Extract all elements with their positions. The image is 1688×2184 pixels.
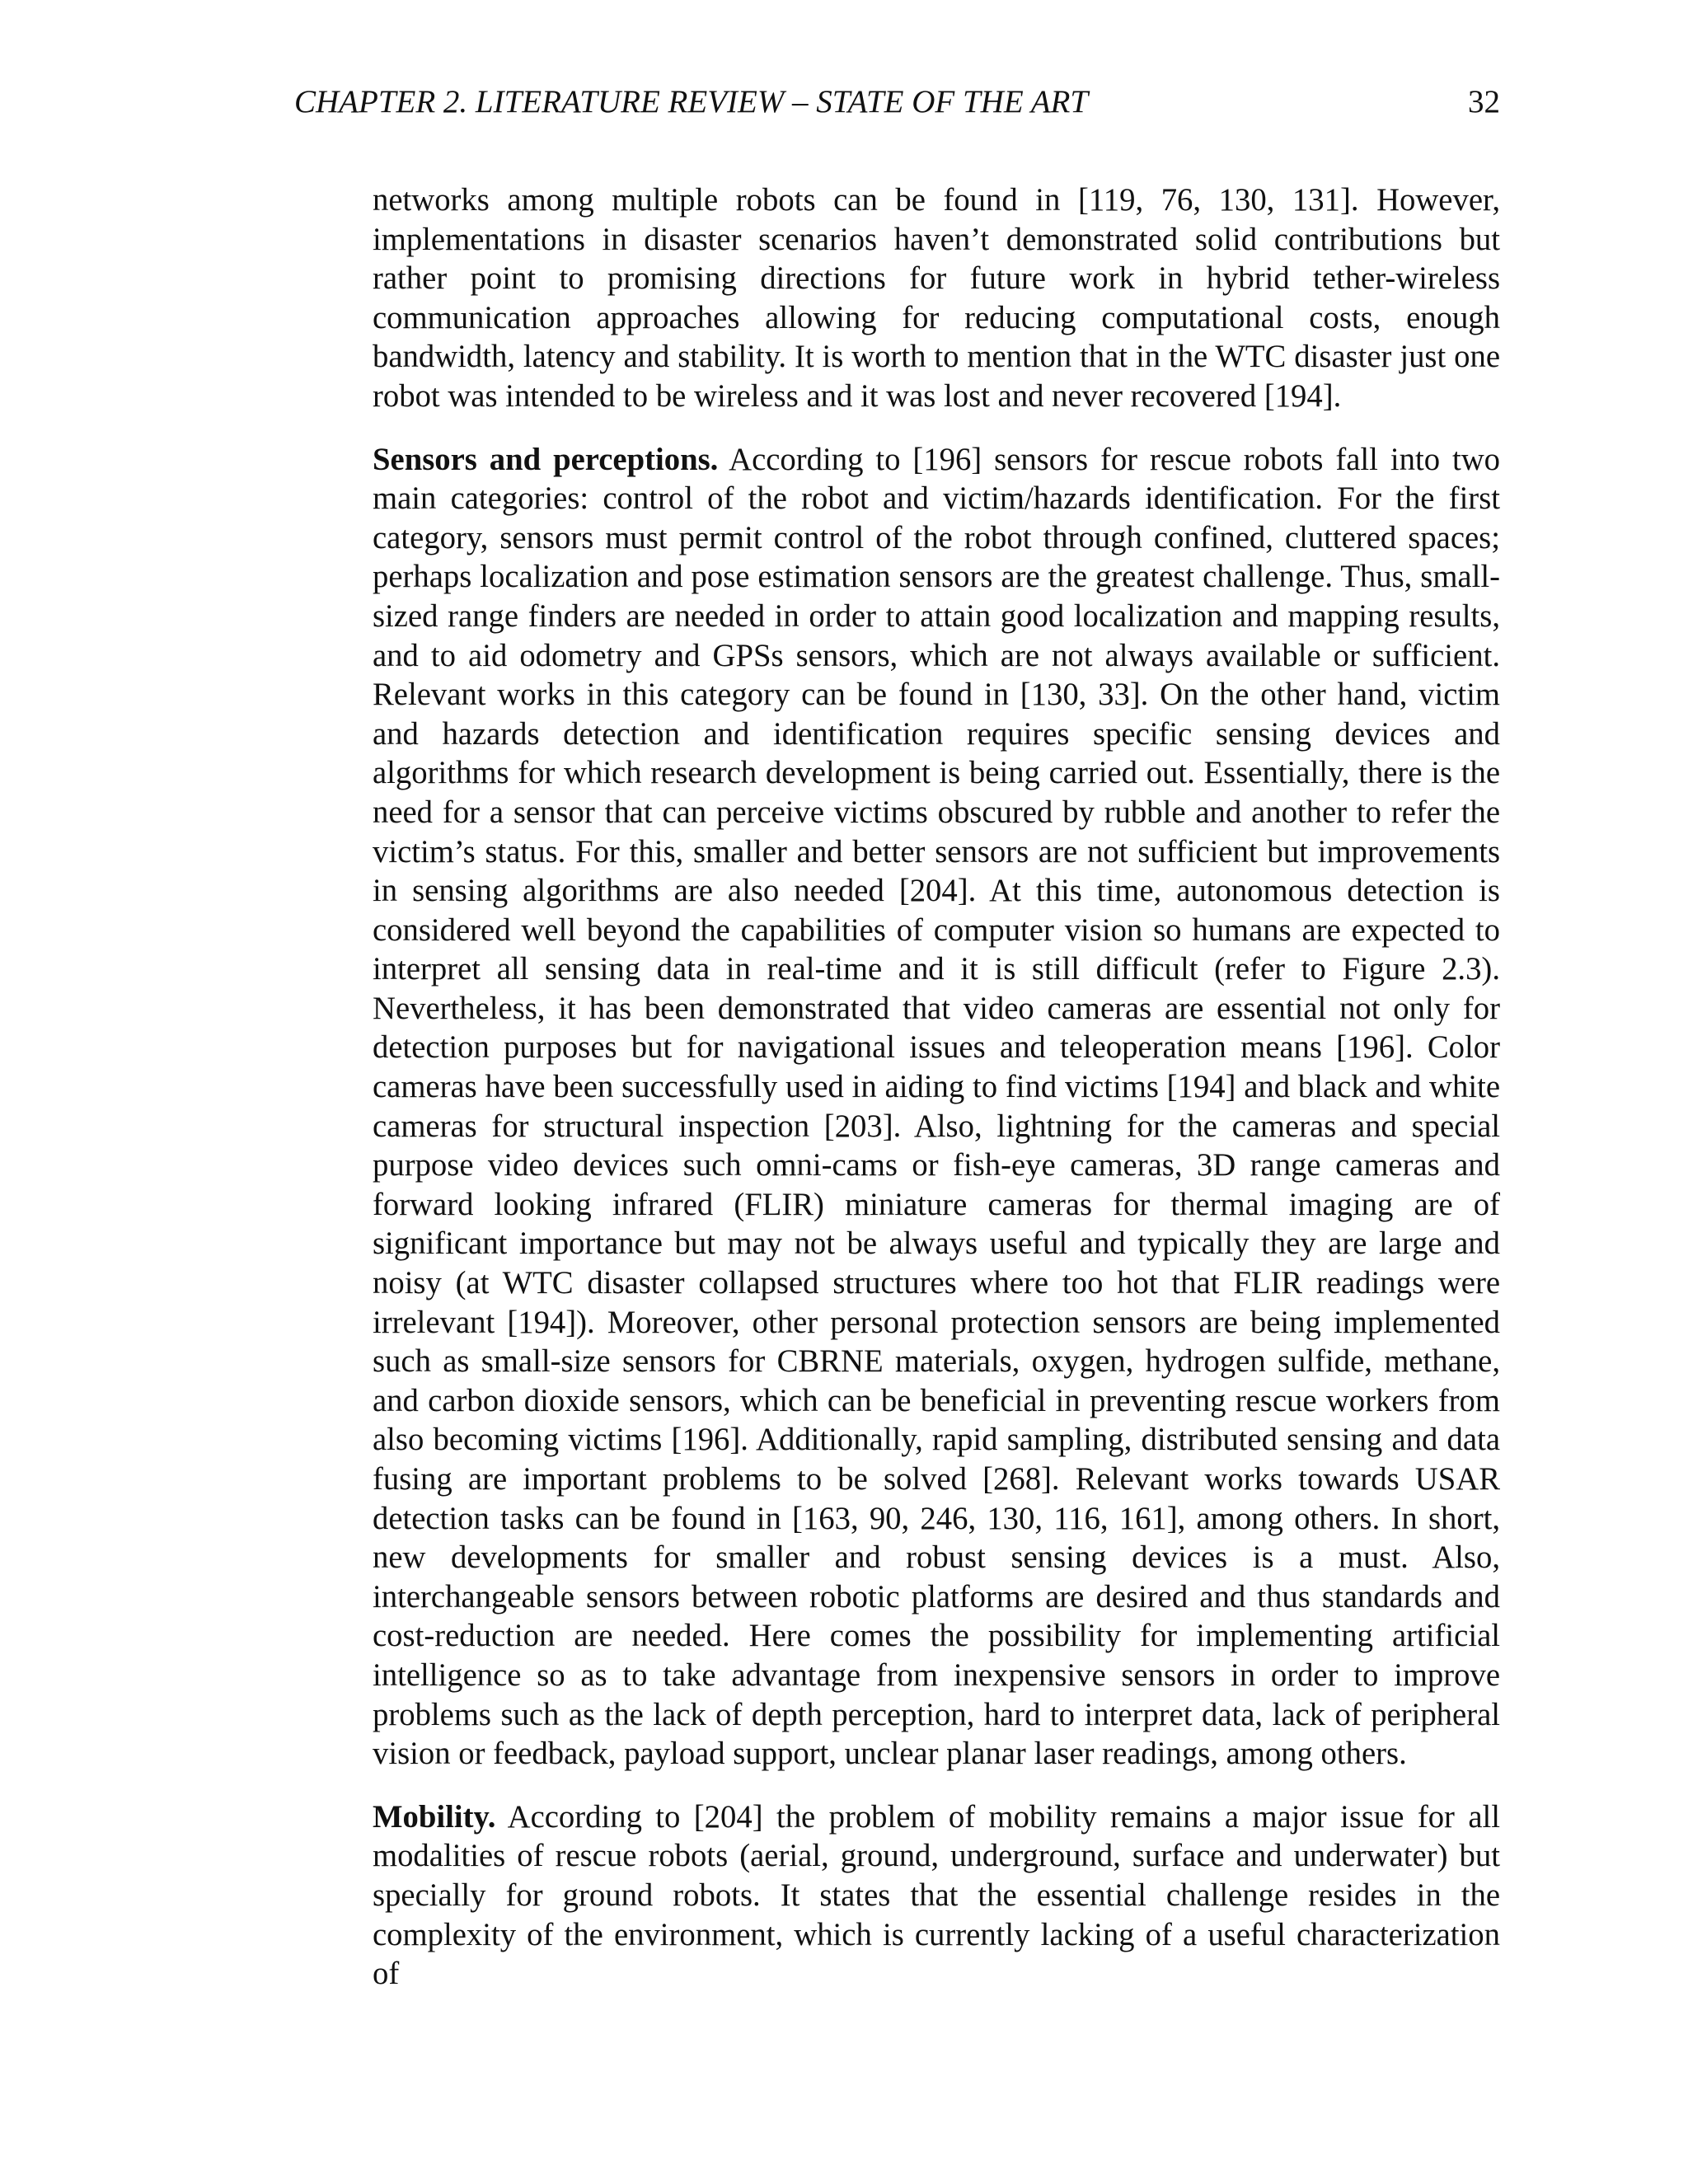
section-heading-sensors: Sensors and perceptions. [373, 442, 719, 477]
running-header [294, 81, 1500, 124]
paragraph-mobility [373, 1798, 1500, 1994]
paragraph-sensors-and-perceptions [373, 441, 1500, 1774]
paragraph-text: networks among multiple robots can be found in [119, 76, 130, 131]. However, implementations in disaster scenarios haven’t demonstrated solid contributions but rather point to promising directions for future work in hybrid tether-wireless communication approaches allowing for reducing computational costs, enough bandwidth, latency and stability. It is worth to mention that in the WTC disaster just one robot was intended to be wireless and it was lost and never recovered [194]. [373, 183, 1500, 414]
chapter-title: CHAPTER 2. LITERATURE REVIEW – STATE OF THE ART [294, 84, 1089, 120]
paragraph-networks [373, 181, 1500, 417]
page-number: 32 [1468, 84, 1500, 120]
section-heading-mobility: Mobility. [373, 1799, 496, 1835]
body-text [373, 181, 1500, 1994]
paragraph-text: According to [196] sensors for rescue robots fall into two main categories: control of the robot and victim/hazards identification. For the first category, sensors must permit control of the robot through confined, cluttered spaces; perhaps localization and pose estimation sensors are the greatest challenge. Thus, small-sized range finders are needed in order to attain good localization and mapping results, and to aid odometry and GPSs sensors, which are not always available or sufficient. Relevant works in this category can be found in [130, 33]. On the other hand, victim and hazards detection and identification requires specific sensing devices and algorithms for which research development is being carried out. Essentially, there is the need for a sensor that can perceive victims obscured by rubble and another to refer the victim’s status. For this, smaller and better sensors are not sufficient but improvements in sensing algorithms are also needed [204]. At this time, autonomous detection is considered well beyond the capabilities of computer vision so humans are expected to interpret all sensing data in real-time and it is still difficult (refer to Figure 2.3). Nevertheless, it has been demonstrated that video cameras are essential not only for detection purposes but for navigational issues and teleoperation means [196]. Color cameras have been successfully used in aiding to find victims [194] and black and white cameras for structural inspection [203]. Also, lightning for the cameras and special purpose video devices such omni-cams or fish-eye cameras, 3D range cameras and forward looking infrared (FLIR) miniature cameras for thermal imaging are of significant importance but may not be always useful and typically they are large and noisy (at WTC disaster collapsed structures where too hot that FLIR readings were irrelevant [194]). Moreover, other personal protection sensors are being implemented such as small-size sensors for CBRNE materials, oxygen, hydrogen sulfide, methane, and carbon dioxide sensors, which can be beneficial in preventing rescue workers from also becoming victims [196]. Additionally, rapid sampling, distributed sensing and data fusing are important problems to be solved [268]. Relevant works towards USAR detection tasks can be found in [163, 90, 246, 130, 116, 161], among others. In short, new developments for smaller and robust sensing devices is a must. Also, interchangeable sensors between robotic platforms are desired and thus standards and cost-reduction are needed. Here comes the possibility for implementing artificial intelligence so as to take advantage from inexpensive sensors in order to improve problems such as the lack of depth perception, hard to interpret data, lack of peripheral vision or feedback, payload support, unclear planar laser readings, among others. [373, 442, 1500, 1772]
paragraph-text: According to [204] the problem of mobility remains a major issue for all modalities of rescue robots (aerial, ground, underground, surface and underwater) but specially for ground robots. It states that the essential challenge resides in the complexity of the environment, which is currently lacking of a useful characterization of [373, 1799, 1500, 1992]
